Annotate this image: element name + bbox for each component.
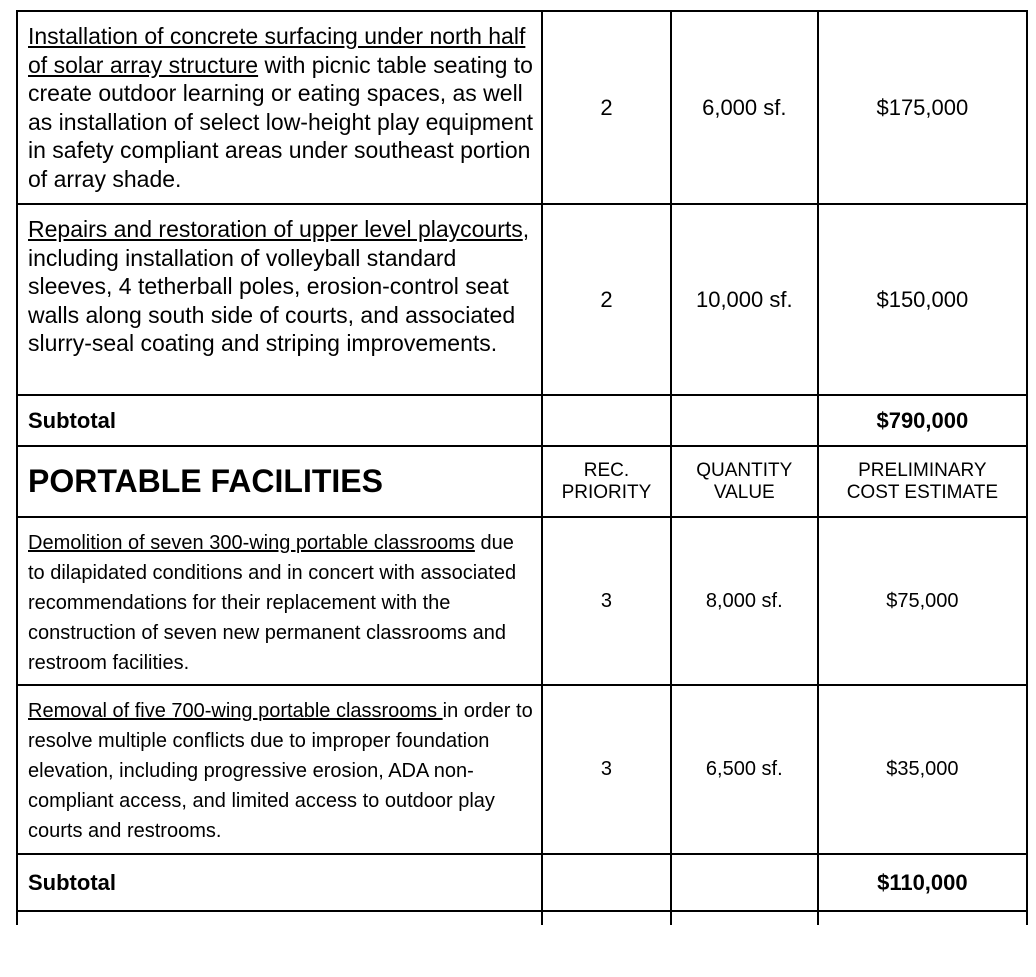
quantity-header: [671, 446, 818, 517]
section-title: PORTABLE FACILITIES: [17, 446, 542, 517]
empty-cell: [671, 395, 818, 446]
cost-cell: $175,000: [818, 11, 1027, 204]
priority-cell: 2: [542, 204, 671, 395]
cost-cell: $35,000: [818, 685, 1027, 854]
item-title: Demolition of seven 300-wing portable classrooms: [28, 532, 475, 554]
quantity-cell: 6,500 sf.: [671, 685, 818, 854]
empty-cell: [671, 911, 818, 925]
cost-header-line2: COST ESTIMATE: [846, 481, 999, 503]
quantity-header-line1: QUANTITY: [696, 459, 793, 481]
item-description: [17, 11, 542, 204]
empty-cell: [818, 911, 1027, 925]
table-row: [17, 517, 1027, 685]
empty-cell: [542, 911, 671, 925]
empty-cell: [671, 854, 818, 911]
item-details: due to dilapidated conditions and in concert with associated recommendations for their replacement with the construction of seven new permanent classrooms and restroom facilities.: [28, 532, 517, 674]
item-description: [17, 685, 542, 854]
priority-header: [542, 446, 671, 517]
subtotal-row: [17, 395, 1027, 446]
item-title: Repairs and restoration of upper level playcourts: [28, 216, 523, 242]
table-row: [17, 685, 1027, 854]
empty-cell: [542, 395, 671, 446]
priority-cell: 3: [542, 517, 671, 685]
subtotal-label: Subtotal: [17, 395, 542, 446]
item-description: [17, 204, 542, 395]
item-details: in order to resolve multiple conflicts due to improper foundation elevation, including progressive erosion, ADA non-compliant access, and limited access to outdoor play courts and restrooms.: [28, 700, 533, 842]
subtotal-row: [17, 854, 1027, 911]
item-details: , including installation of volleyball standard sleeves, 4 tetherball poles, erosion-control seat walls along south side of courts, and associated slurry-seal coating and striping improvements.: [28, 216, 530, 356]
item-title: Installation of concrete surfacing under north half of solar array structure: [28, 23, 526, 78]
priority-header-line1: REC.: [583, 459, 630, 481]
table-row: [17, 204, 1027, 395]
empty-cell: [542, 854, 671, 911]
priority-header-line2: PRIORITY: [561, 481, 652, 503]
quantity-header-line2: VALUE: [713, 481, 775, 503]
item-title: Removal of five 700-wing portable classrooms: [28, 700, 443, 722]
quantity-cell: 10,000 sf.: [671, 204, 818, 395]
item-details: with picnic table seating to create outdoor learning or eating spaces, as well as installation of select low-height play equipment in safety compliant areas under southeast portion of array shade.: [28, 51, 534, 192]
empty-cell: [17, 911, 542, 925]
table-row: [17, 11, 1027, 204]
cost-header-line1: PRELIMINARY: [858, 459, 987, 481]
cost-cell: $150,000: [818, 204, 1027, 395]
truncated-row: [17, 911, 1027, 925]
quantity-cell: 8,000 sf.: [671, 517, 818, 685]
cost-cell: $75,000: [818, 517, 1027, 685]
priority-cell: 2: [542, 11, 671, 204]
cost-estimate-table: [16, 10, 1028, 925]
subtotal-label: Subtotal: [17, 854, 542, 911]
quantity-cell: 6,000 sf.: [671, 11, 818, 204]
priority-cell: 3: [542, 685, 671, 854]
cost-header: [818, 446, 1027, 517]
subtotal-value: $110,000: [818, 854, 1027, 911]
section-header-row: [17, 446, 1027, 517]
item-description: [17, 517, 542, 685]
subtotal-value: $790,000: [818, 395, 1027, 446]
